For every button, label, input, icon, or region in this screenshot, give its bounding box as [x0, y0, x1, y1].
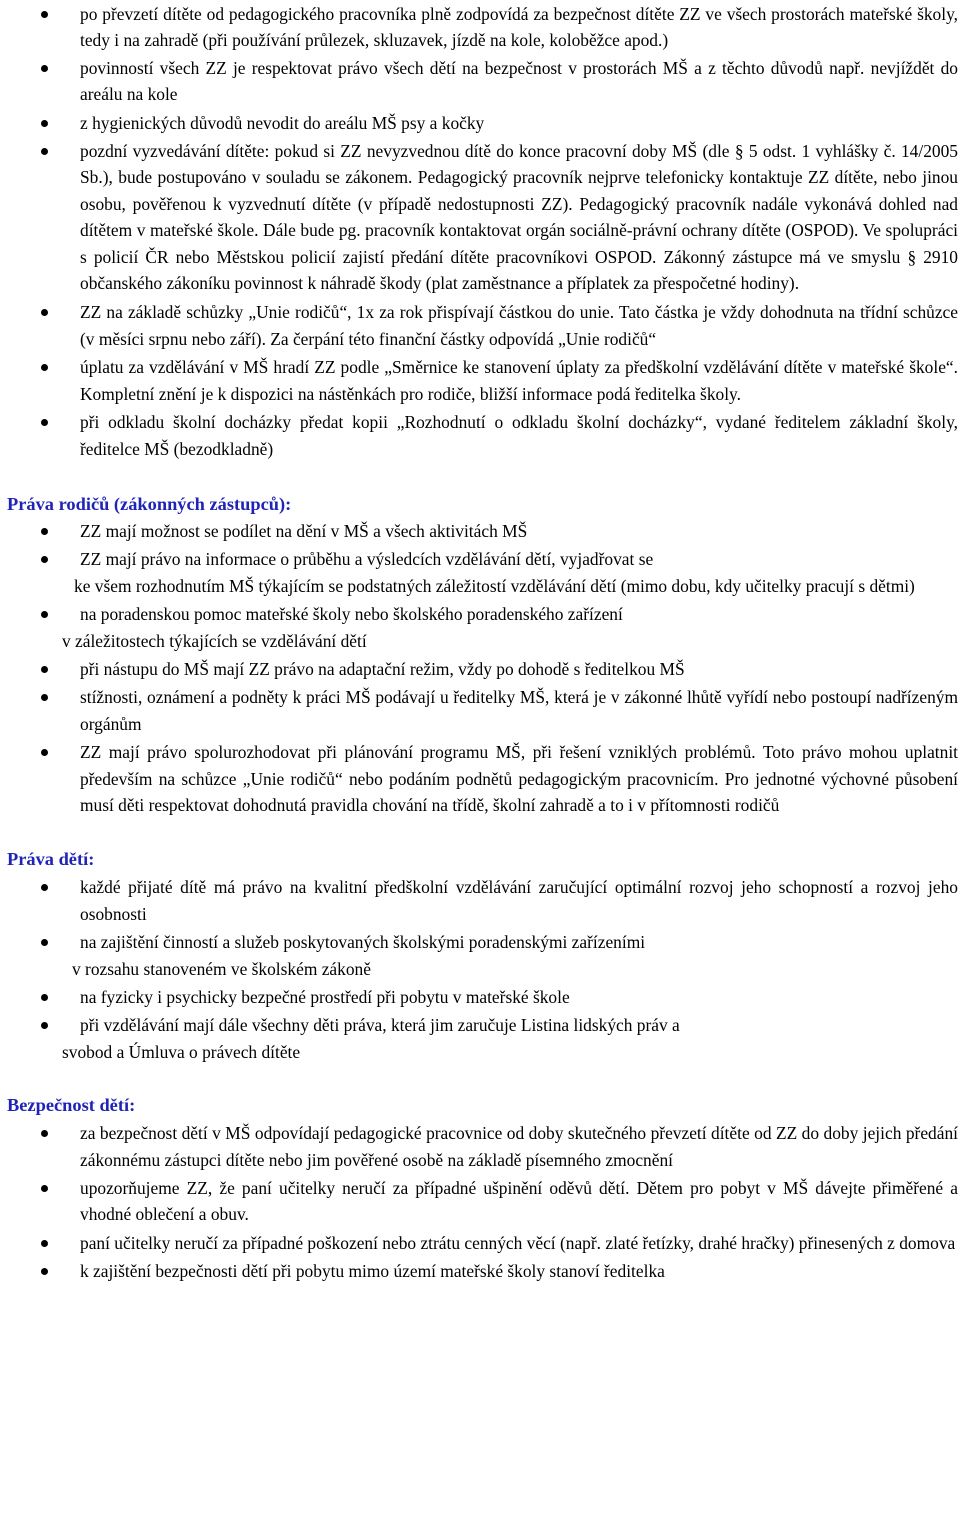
list-item: ZZ mají možnost se podílet na dění v MŠ a všech aktivitách MŠ: [0, 518, 960, 544]
bullet-icon: [41, 120, 48, 127]
bullet-icon: [41, 1130, 48, 1137]
section-heading-children-safety: Bezpečnost dětí:: [7, 1095, 136, 1116]
list-item: stížnosti, oznámení a podněty k práci MŠ podávají u ředitelky MŠ, která je v zákonné lhůtě vyřídí nebo postoupí nadřízeným orgánům: [0, 684, 960, 737]
bullet-icon: [41, 939, 48, 946]
list-item-continuation: v rozsahu stanoveném ve školském zákoně: [72, 958, 371, 979]
section-heading-parents-rights: Práva rodičů (zákonných zástupců):: [7, 493, 292, 514]
bullet-icon: [41, 749, 48, 756]
list-item-continuation: svobod a Úmluva o právech dítěte: [62, 1041, 301, 1062]
list-item: každé přijaté dítě má právo na kvalitní předškolní vzdělávání zaručující optimální rozvoj jeho schopností a rozvoj jeho osobnosti: [0, 874, 960, 927]
list-item: ZZ na základě schůzky „Unie rodičů“, 1x za rok přispívají částkou do unie. Tato částka je vždy dohodnuta na třídní schůzce (v měsíci srpnu nebo září). Za čerpání této finanční částky odpovídá „Unie rodičů“: [0, 299, 960, 352]
bullet-icon: [41, 1022, 48, 1029]
list-item: ZZ mají právo na informace o průběhu a výsledcích vzdělávání dětí, vyjadřovat se: [0, 546, 960, 572]
list-item-continuation: ke všem rozhodnutím MŠ týkajícím se podstatných záležitostí vzdělávání dětí (mimo dobu, kdy učitelky pracují s dětmi): [74, 575, 915, 596]
bullet-icon: [41, 419, 48, 426]
bullet-icon: [41, 994, 48, 1001]
list-item: upozorňujeme ZZ, že paní učitelky neručí za případné ušpinění oděvů dětí. Dětem pro pobyt v MŠ dávejte přiměřené a vhodné oblečení a obuv.: [0, 1175, 960, 1228]
list-item: pozdní vyzvedávání dítěte: pokud si ZZ nevyzvednou dítě do konce pracovní doby MŠ (dle § 5 odst. 1 vyhlášky č. 14/2005 Sb.), bude postupováno v souladu se zákonem. Pedagogický pracovník nejprve telefonicky kontaktuje ZZ dítěte, nebo jinou osobu, pověřenou k vyzvednutí dítěte (v případě nedostupnosti ZZ). Pedagogický pracovník nadále vykonává dohled nad dítětem v mateřské škole. Dále bude pg. pracovník kontaktovat orgán sociálně-právní ochrany dítěte (OSPOD). Ve spolupráci s policií ČR nebo Městskou policií zajistí předání dítěte pracovníkovi OSPOD. Zákonný zástupce má ve smyslu § 2910 občanského zákoníku povinnost k náhradě škody (plat zaměstnance a příplatek za přespočetné hodiny).: [0, 138, 960, 296]
children-safety-list: [0, 1120, 960, 1284]
list-item: za bezpečnost dětí v MŠ odpovídají pedagogické pracovnice od doby skutečného převzetí dítěte od ZZ do doby jejich předání zákonnému zástupci dítěte nebo jim pověřené osobě na základě písemného zmocnění: [0, 1120, 960, 1173]
list-item: z hygienických důvodů nevodit do areálu MŠ psy a kočky: [0, 110, 960, 136]
bullet-icon: [41, 1240, 48, 1247]
bullet-icon: [41, 556, 48, 563]
list-item: k zajištění bezpečnosti dětí při pobytu mimo území mateřské školy stanoví ředitelka: [0, 1258, 960, 1284]
bullet-icon: [41, 309, 48, 316]
bullet-icon: [41, 65, 48, 72]
list-item: úplatu za vzdělávání v MŠ hradí ZZ podle „Směrnice ke stanovení úplaty za předškolní vzdělávání dítěte v mateřské škole“. Kompletní znění je k dispozici na nástěnkách pro rodiče, bližší informace podá ředitelka školy.: [0, 354, 960, 407]
bullet-icon: [41, 611, 48, 618]
obligations-list: [0, 1, 960, 462]
list-item: na zajištění činností a služeb poskytovaných školskými poradenskými zařízeními: [0, 929, 960, 955]
children-rights-list-2: [0, 984, 960, 1039]
bullet-icon: [41, 694, 48, 701]
bullet-icon: [41, 364, 48, 371]
bullet-icon: [41, 884, 48, 891]
list-item: při vzdělávání mají dále všechny děti práva, která jim zaručuje Listina lidských práv a: [0, 1012, 960, 1038]
list-item: paní učitelky neručí za případné poškození nebo ztrátu cenných věcí (např. zlaté řetízky, drahé hračky) přinesených z domova: [0, 1230, 960, 1256]
list-item: povinností všech ZZ je respektovat právo všech dětí na bezpečnost v prostorách MŠ a z těchto důvodů např. nevjíždět do areálu na kole: [0, 55, 960, 108]
bullet-icon: [41, 1268, 48, 1275]
bullet-icon: [41, 666, 48, 673]
list-item: po převzetí dítěte od pedagogického pracovníka plně zodpovídá za bezpečnost dítěte ZZ ve všech prostorách mateřské školy, tedy i na zahradě (při používání průlezek, skluzavek, jízdě na kole, koloběžce apod.): [0, 1, 960, 54]
list-item-continuation: v záležitostech týkajících se vzdělávání dětí: [62, 630, 367, 651]
bullet-icon: [41, 528, 48, 535]
document-page: [0, 1, 960, 1521]
parents-rights-list: [0, 518, 960, 573]
parents-rights-list-3: [0, 656, 960, 818]
parents-rights-list-2: [0, 601, 960, 627]
children-rights-list: [0, 874, 960, 955]
list-item: na poradenskou pomoc mateřské školy nebo školského poradenského zařízení: [0, 601, 960, 627]
list-item: při odkladu školní docházky předat kopii „Rozhodnutí o odkladu školní docházky“, vydané ředitelem základní školy, ředitelce MŠ (bezodkladně): [0, 409, 960, 462]
bullet-icon: [41, 1185, 48, 1192]
bullet-icon: [41, 148, 48, 155]
bullet-icon: [41, 11, 48, 18]
list-item: při nástupu do MŠ mají ZZ právo na adaptační režim, vždy po dohodě s ředitelkou MŠ: [0, 656, 960, 682]
list-item: na fyzicky i psychicky bezpečné prostředí při pobytu v mateřské škole: [0, 984, 960, 1010]
section-heading-children-rights: Práva dětí:: [7, 849, 95, 870]
list-item: ZZ mají právo spolurozhodovat při plánování programu MŠ, při řešení vzniklých problémů. Toto právo mohou uplatnit především na schůzce „Unie rodičů“ nebo podáním podnětů pedagogickým pracovnicím. Pro jednotné výchovné působení musí děti respektovat dohodnutá pravidla chování na třídě, školní zahradě a to i v přítomnosti rodičů: [0, 739, 960, 818]
